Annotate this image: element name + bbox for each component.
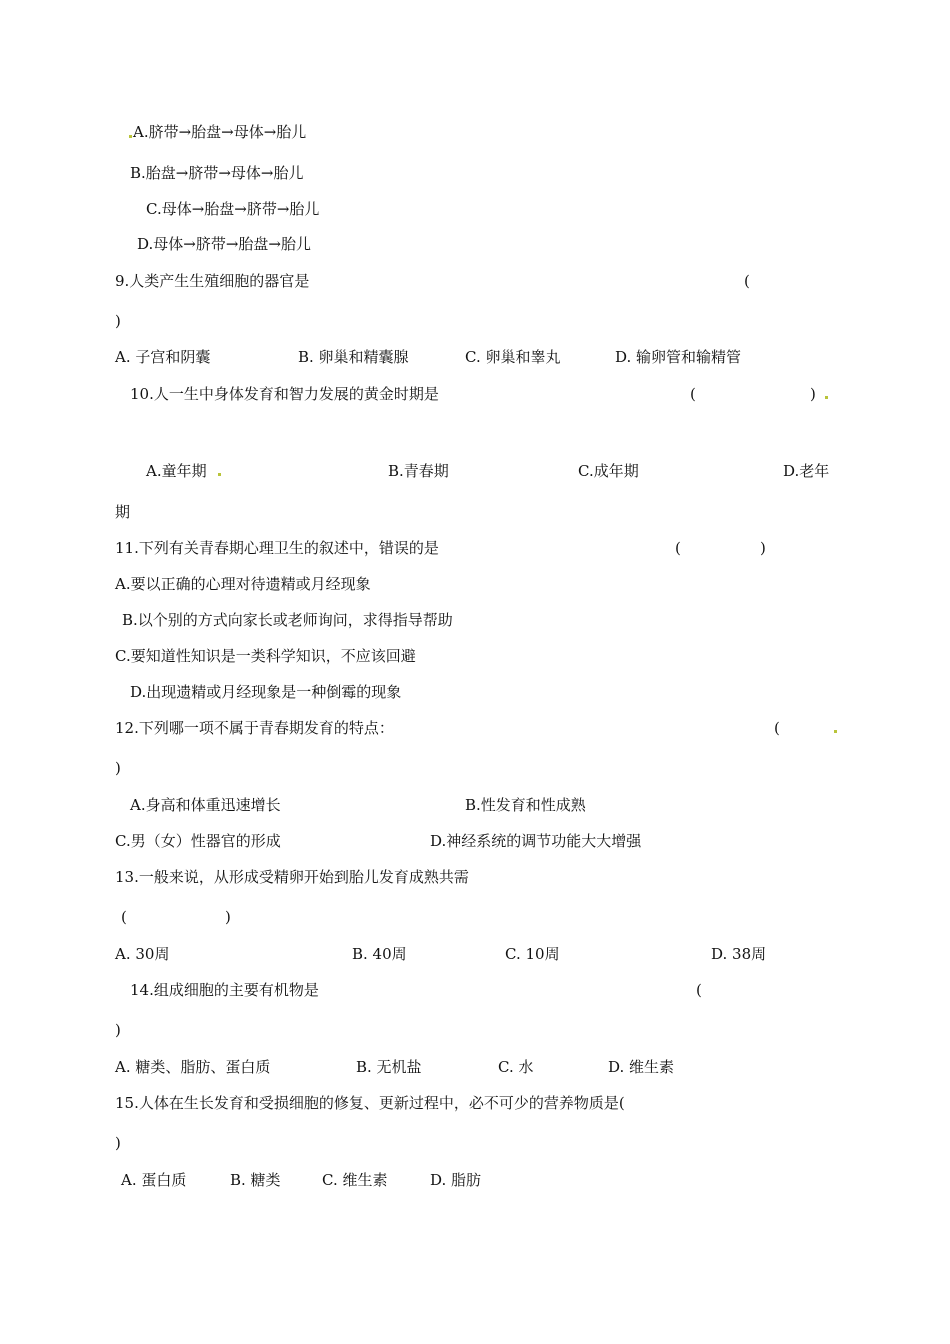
q8-option-c: C.母体→胎盘→脐带→胎儿 [146,200,320,218]
q9-option-c: C. 卵巢和睾丸 [465,348,561,366]
q14-paren-close: ) [115,1021,121,1039]
q12-option-c: C.男（女）性器官的形成 [115,832,281,850]
q14-option-b: B. 无机盐 [356,1058,422,1076]
q13-option-c: C. 10周 [505,945,560,963]
q11-stem: 11.下列有关青春期心理卫生的叙述中，错误的是 [115,539,439,557]
q10-paren-close: ) [810,385,816,403]
q9-paren-open: ( [744,272,750,290]
q11-paren-close: ) [760,539,766,557]
speck-mark [129,135,132,138]
q10-option-a: A.童年期 [146,462,207,480]
q9-option-d: D. 输卵管和输精管 [615,348,742,366]
q10-option-b: B.青春期 [388,462,449,480]
q12-option-d: D.神经系统的调节功能大大增强 [430,832,642,850]
q14-option-c: C. 水 [498,1058,534,1076]
q8-option-d: D.母体→脐带→胎盘→胎儿 [137,235,311,253]
q15-paren-close: ) [115,1134,121,1152]
q9-option-b: B. 卵巢和精囊腺 [298,348,409,366]
speck-mark [218,473,221,476]
q14-stem: 14.组成细胞的主要有机物是 [130,981,319,999]
speck-mark [834,730,837,733]
q12-paren-close: ) [115,759,121,777]
q11-option-d: D.出现遗精或月经现象是一种倒霉的现象 [130,683,402,701]
q12-paren-open: ( [774,719,780,737]
q11-option-a: A.要以正确的心理对待遗精或月经现象 [115,575,371,593]
q13-option-a: A. 30周 [115,945,170,963]
q9-paren-close: ) [115,312,121,330]
q13-paren-close: ) [225,908,231,926]
q9-stem: 9.人类产生生殖细胞的器官是 [115,272,310,290]
q10-paren-open: ( [690,385,696,403]
q12-option-b: B.性发育和性成熟 [465,796,586,814]
q10-option-d: D.老年 [783,462,830,480]
q15-option-d: D. 脂肪 [430,1171,482,1189]
q12-stem: 12.下列哪一项不属于青春期发育的特点： [115,719,394,737]
q13-stem: 13.一般来说，从形成受精卵开始到胎儿发育成熟共需 [115,868,469,886]
q11-option-c: C.要知道性知识是一类科学知识，不应该回避 [115,647,416,665]
q15-option-b: B. 糖类 [230,1171,281,1189]
q10-stem: 10.人一生中身体发育和智力发展的黄金时期是 [130,385,439,403]
q15-option-a: A. 蛋白质 [121,1171,187,1189]
q14-option-a: A. 糖类、脂肪、蛋白质 [115,1058,271,1076]
q15-option-c: C. 维生素 [322,1171,388,1189]
q11-paren-open: ( [675,539,681,557]
q14-option-d: D. 维生素 [608,1058,675,1076]
q13-paren-open: ( [121,908,127,926]
q9-option-a: A. 子宫和阴囊 [115,348,211,366]
q13-option-d: D. 38周 [711,945,767,963]
q15-stem: 15.人体在生长发育和受损细胞的修复、更新过程中，必不可少的营养物质是( [115,1094,625,1112]
q10-option-c: C.成年期 [578,462,639,480]
q12-option-a: A.身高和体重迅速增长 [130,796,281,814]
speck-mark [825,396,828,399]
q8-option-b: B.胎盘→脐带→母体→胎儿 [130,164,304,182]
q13-option-b: B. 40周 [352,945,407,963]
q11-option-b: B.以个别的方式向家长或老师询问，求得指导帮助 [122,611,453,629]
q14-paren-open: ( [696,981,702,999]
q10-option-d-wrap: 期 [115,503,131,521]
q8-option-a: A.脐带→胎盘→母体→胎儿 [133,123,307,141]
